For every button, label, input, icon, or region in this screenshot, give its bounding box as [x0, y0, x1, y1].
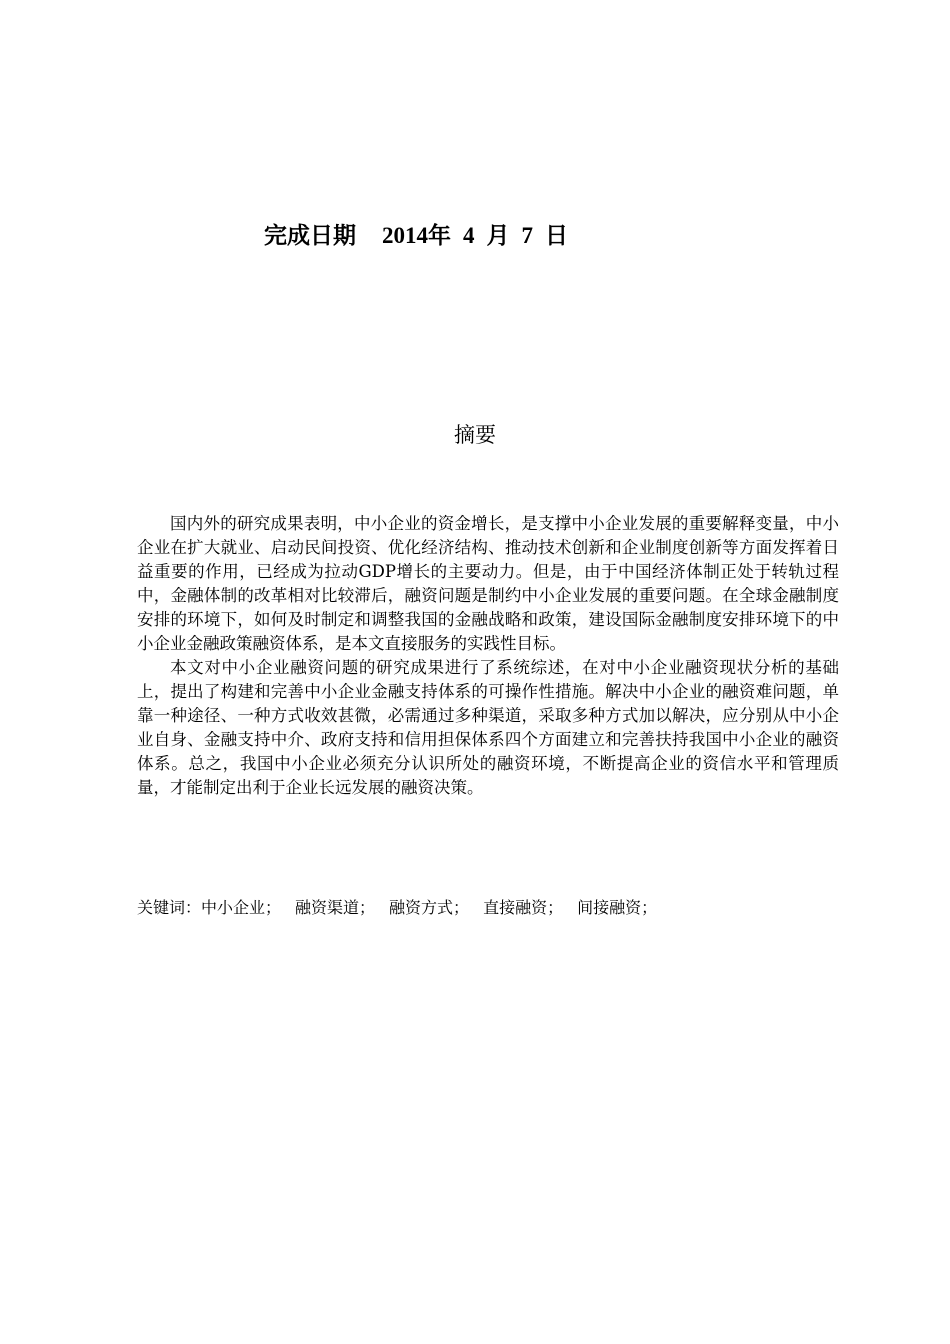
keywords-label: 关键词：	[137, 898, 202, 917]
keyword-item: 直接融资；	[483, 898, 564, 917]
completion-date-label: 完成日期	[264, 223, 356, 249]
completion-month: 4	[463, 223, 475, 248]
keyword-item: 融资方式；	[389, 898, 470, 917]
keyword-item: 中小企业；	[201, 898, 282, 917]
abstract-title: 摘要	[454, 423, 496, 447]
keywords-line	[137, 896, 839, 920]
keyword-item: 融资渠道；	[295, 898, 376, 917]
abstract-paragraph: 本文对中小企业融资问题的研究成果进行了系统综述，在对中小企业融资现状分析的基础上，提出了构建和完善中小企业金融支持体系的可操作性措施。解决中小企业的融资难问题，单靠一种途径、一种方式收效甚微，必需通过多种渠道，采取多种方式加以解决，应分别从中小企业自身、金融支持中介、政府支持和信用担保体系四个方面建立和完善扶持我国中小企业的融资体系。总之，我国中小企业必须充分认识所处的融资环境，不断提高企业的资信水平和管理质量，才能制定出利于企业长远发展的融资决策。	[137, 658, 839, 797]
abstract-body	[137, 512, 839, 800]
abstract-paragraph: 国内外的研究成果表明，中小企业的资金增长，是支撑中小企业发展的重要解释变量，中小企业在扩大就业、启动民间投资、优化经济结构、推动技术创新和企业制度创新等方面发挥着日益重要的作用，已经成为拉动GDP增长的主要动力。但是，由于中国经济体制正处于转轨过程中，金融体制的改革相对比较滞后，融资问题是制约中小企业发展的重要问题。在全球金融制度安排的环境下，如何及时制定和调整我国的金融战略和政策，建设国际金融制度安排环境下的中小企业金融政策融资体系，是本文直接服务的实践性目标。	[137, 514, 839, 653]
completion-day: 7	[521, 223, 533, 248]
completion-year-unit: 年	[428, 223, 451, 249]
completion-year: 2014	[382, 223, 428, 248]
keyword-item: 间接融资；	[577, 898, 658, 917]
completion-month-unit: 月	[486, 223, 510, 249]
completion-date-line	[264, 221, 568, 251]
completion-day-unit: 日	[545, 223, 568, 249]
